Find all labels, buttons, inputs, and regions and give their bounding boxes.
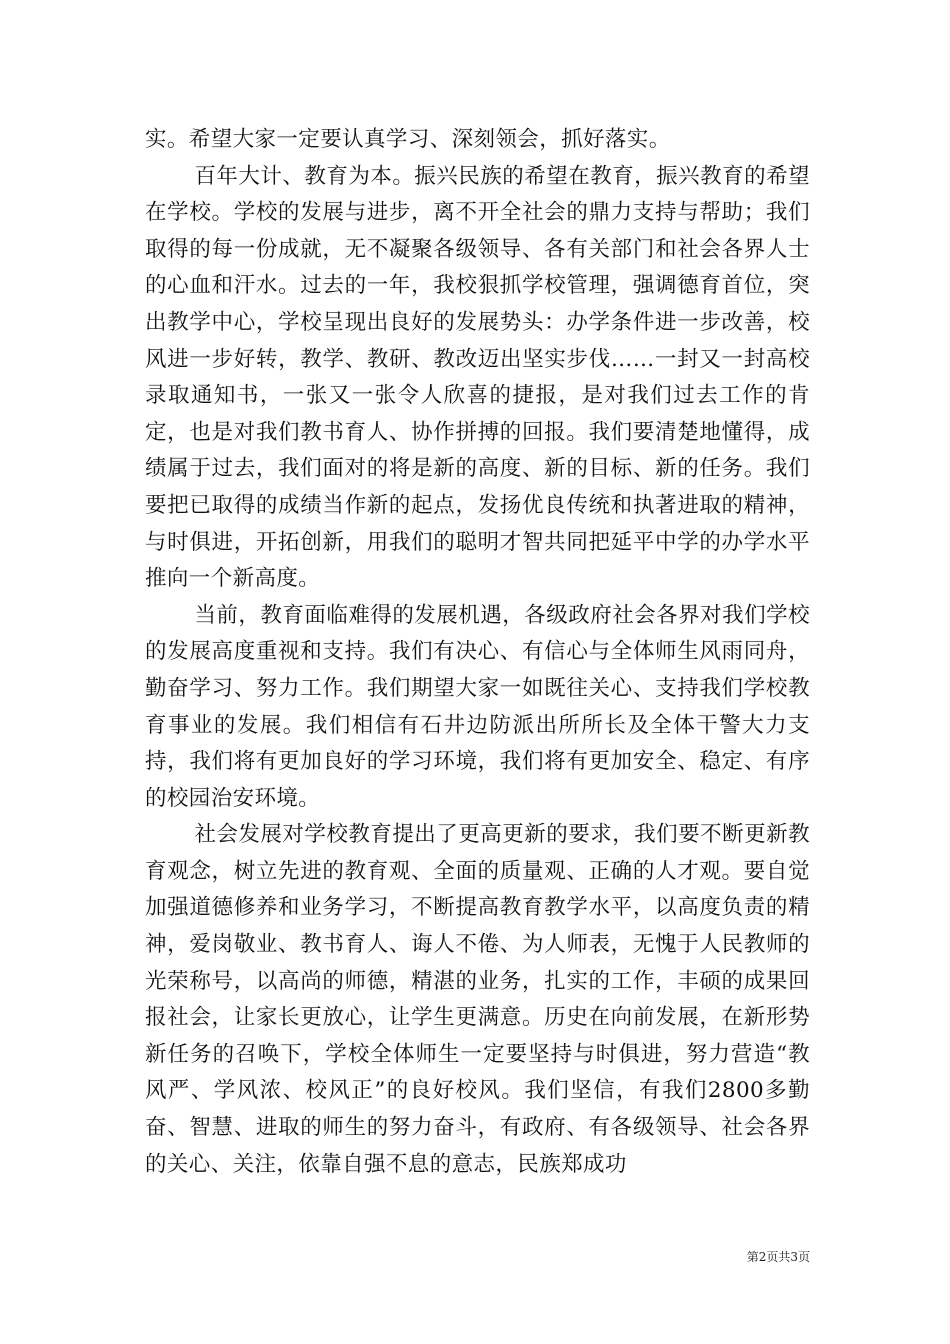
page-number-footer xyxy=(700,1249,810,1265)
paragraph-current-opportunity: 当前，教育面临难得的发展机遇，各级政府社会各界对我们学校的发展高度重视和支持。我们有决心、有信心与全体师生风雨同舟，勤奋学习、努力工作。我们期望大家一如既往关心、支持我们学校教育事业的发展。我们相信有石井边防派出所所长及全体干警大力支持，我们将有更加良好的学习环境，我们将有更加安全、稳定、有序的校园治安环境。 xyxy=(145,602,810,811)
page-number-label: 第2页共3页 xyxy=(746,1250,810,1264)
document-body xyxy=(145,122,810,1183)
paragraph-social-development: 社会发展对学校教育提出了更高更新的要求，我们要不断更新教育观念，树立先进的教育观、全面的质量观、正确的人才观。要自觉加强道德修养和业务学习，不断提高教育教学水平，以高度负责的精神，爱岗敬业、教书育人、诲人不倦、为人师表，无愧于人民教师的光荣称号，以高尚的师德，精湛的业务，扎实的工作，丰硕的成果回报社会，让家长更放心，让学生更满意。历史在向前发展，在新形势新任务的召唤下，学校全体师生一定要坚持与时俱进，努力营造“教风严、学风浓、校风正”的良好校风。我们坚信，有我们2800多勤奋、智慧、进取的师生的努力奋斗，有政府、有各级领导、社会各界的关心、关注，依靠自强不息的意志，民族郑成功 xyxy=(145,822,810,1177)
paragraph-education-foundation: 百年大计、教育为本。振兴民族的希望在教育，振兴教育的希望在学校。学校的发展与进步，离不开全社会的鼎力支持与帮助；我们取得的每一份成就，无不凝聚各级领导、各有关部门和社会各界人士的心血和汗水。过去的一年，我校狠抓学校管理，强调德育首位，突出教学中心，学校呈现出良好的发展势头：办学条件进一步改善，校风进一步好转，教学、教研、教改迈出坚实步伐……一封又一封高校录取通知书，一张又一张令人欣喜的捷报，是对我们过去工作的肯定，也是对我们教书育人、协作拼搏的回报。我们要清楚地懂得，成绩属于过去，我们面对的将是新的高度、新的目标、新的任务。我们要把已取得的成绩当作新的起点，发扬优良传统和执著进取的精神，与时俱进，开拓创新，用我们的聪明才智共同把延平中学的办学水平推向一个新高度。 xyxy=(145,163,810,592)
paragraph-continuation: 实。希望大家一定要认真学习、深刻领会，抓好落实。 xyxy=(145,127,671,152)
